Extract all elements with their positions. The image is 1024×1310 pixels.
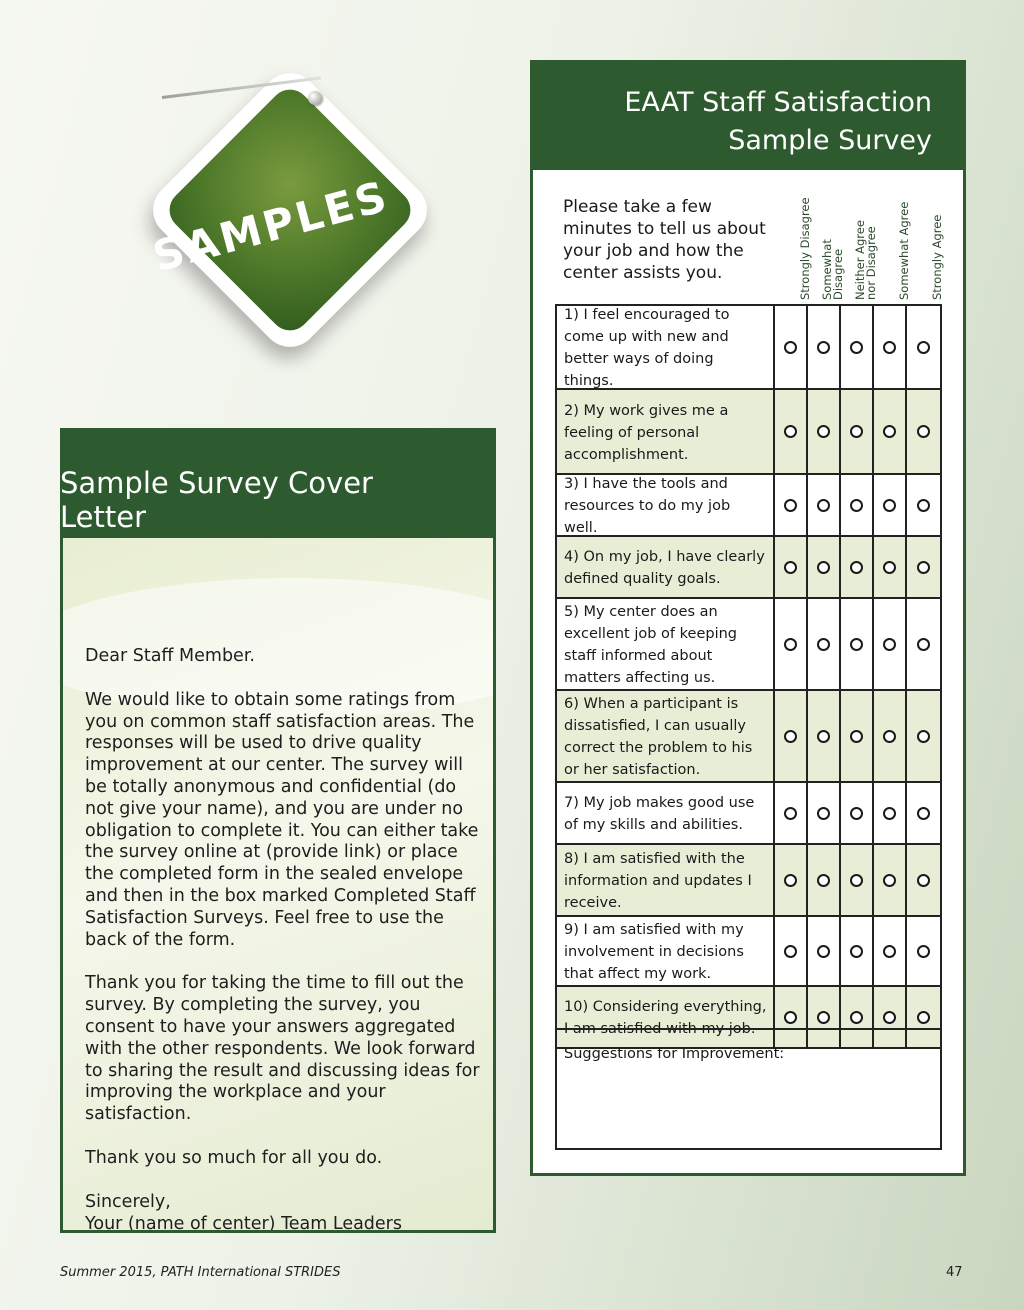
radio-strongly-agree[interactable]	[917, 499, 930, 512]
radio-strongly-disagree[interactable]	[784, 638, 797, 651]
radio-neither[interactable]	[850, 1011, 863, 1024]
survey-intro: Please take a few minutes to tell us about your job and how the center assists you.	[563, 197, 766, 283]
radio-strongly-disagree[interactable]	[784, 499, 797, 512]
radio-neither[interactable]	[850, 874, 863, 887]
radio-strongly-disagree[interactable]	[784, 874, 797, 887]
page-number: 47	[946, 1265, 963, 1280]
survey-title-line-2: Sample Survey	[728, 125, 932, 156]
letter-greeting: Dear Staff Member.	[85, 646, 255, 666]
radio-neither[interactable]	[850, 341, 863, 354]
survey-grid	[555, 304, 942, 1049]
letter-text	[85, 646, 480, 1233]
survey-title-line-1: EAAT Staff Satisfaction	[624, 87, 932, 118]
question-row	[557, 691, 940, 783]
question-row	[557, 599, 940, 691]
question-text: 5) My center does an excellent job of keeping staff informed about matters affecting us.	[557, 599, 775, 689]
radio-somewhat-disagree[interactable]	[817, 1011, 830, 1024]
letter-paragraph-2: Thank you for taking the time to fill out the survey. By completing the survey, you consent to have your answers aggregated with the other respondents. We look forward to sharing the result and discussing ideas for improving the workplace and your satisfaction.	[85, 973, 480, 1125]
radio-strongly-disagree[interactable]	[784, 561, 797, 574]
question-text: 4) On my job, I have clearly defined quality goals.	[557, 537, 775, 597]
radio-somewhat-disagree[interactable]	[817, 807, 830, 820]
suggestions-box[interactable]	[555, 1028, 942, 1150]
survey-title	[624, 84, 932, 160]
radio-somewhat-disagree[interactable]	[817, 561, 830, 574]
radio-somewhat-agree[interactable]	[883, 499, 896, 512]
letter-paragraph-1: We would like to obtain some ratings from you on common staff satisfaction areas. The responses will be used to drive quality improvement at our center. The survey will be totally anonymous and confidential (do not give your name), and you are under no obligation to complete it. You can either take the survey online at (provide link) or place the completed form in the sealed envelope and then in the box marked Completed Staff Satisfaction Surveys. Feel free to use the back of the form.	[85, 689, 479, 950]
radio-strongly-agree[interactable]	[917, 874, 930, 887]
radio-somewhat-agree[interactable]	[883, 425, 896, 438]
question-row	[557, 537, 940, 599]
radio-strongly-agree[interactable]	[917, 425, 930, 438]
radio-somewhat-agree[interactable]	[883, 638, 896, 651]
question-text: 8) I am satisfied with the information and updates I receive.	[557, 845, 775, 915]
radio-neither[interactable]	[850, 425, 863, 438]
question-text: 10) Considering everything, I am satisfied with my job.	[557, 987, 775, 1047]
radio-somewhat-agree[interactable]	[883, 874, 896, 887]
radio-somewhat-agree[interactable]	[883, 341, 896, 354]
radio-strongly-disagree[interactable]	[784, 807, 797, 820]
cover-letter-body	[60, 538, 496, 1233]
radio-strongly-disagree[interactable]	[784, 730, 797, 743]
radio-strongly-disagree[interactable]	[784, 425, 797, 438]
radio-neither[interactable]	[850, 638, 863, 651]
radio-strongly-disagree[interactable]	[784, 945, 797, 958]
question-text: 3) I have the tools and resources to do my job well.	[557, 475, 775, 535]
question-text: 2) My work gives me a feeling of personal accomplishment.	[557, 390, 775, 473]
question-text: 6) When a participant is dissatisfied, I can usually correct the problem to his or her satisfaction.	[557, 691, 775, 781]
question-row	[557, 845, 940, 917]
letter-signature: Your (name of center) Team Leaders	[85, 1213, 402, 1233]
letter-paragraph-3: Thank you so much for all you do.	[85, 1147, 383, 1168]
footer-publication: Summer 2015, PATH International STRIDES	[60, 1265, 341, 1280]
radio-somewhat-disagree[interactable]	[817, 730, 830, 743]
radio-somewhat-disagree[interactable]	[817, 874, 830, 887]
question-text: 1) I feel encouraged to come up with new and better ways of doing things.	[557, 306, 775, 388]
cover-letter-header	[60, 428, 496, 538]
radio-somewhat-disagree[interactable]	[817, 638, 830, 651]
radio-strongly-agree[interactable]	[917, 807, 930, 820]
radio-somewhat-agree[interactable]	[883, 945, 896, 958]
letter-closing: Sincerely,	[85, 1191, 171, 1212]
radio-somewhat-agree[interactable]	[883, 807, 896, 820]
radio-strongly-agree[interactable]	[917, 638, 930, 651]
radio-neither[interactable]	[850, 561, 863, 574]
question-row	[557, 390, 940, 475]
radio-strongly-agree[interactable]	[917, 945, 930, 958]
question-text: 7) My job makes good use of my skills and abilities.	[557, 783, 775, 843]
radio-somewhat-agree[interactable]	[883, 1011, 896, 1024]
cover-letter-title: Sample Survey Cover Letter	[60, 466, 373, 534]
radio-somewhat-disagree[interactable]	[817, 425, 830, 438]
radio-neither[interactable]	[850, 730, 863, 743]
question-row	[557, 917, 940, 987]
suggestions-label: Suggestions for Improvement:	[564, 1046, 785, 1062]
question-row	[557, 783, 940, 845]
question-row	[557, 306, 940, 390]
radio-neither[interactable]	[850, 807, 863, 820]
question-text: 9) I am satisfied with my involvement in decisions that affect my work.	[557, 917, 775, 985]
radio-neither[interactable]	[850, 499, 863, 512]
radio-strongly-disagree[interactable]	[784, 1011, 797, 1024]
radio-somewhat-disagree[interactable]	[817, 341, 830, 354]
radio-somewhat-agree[interactable]	[883, 730, 896, 743]
radio-strongly-agree[interactable]	[917, 561, 930, 574]
survey-form: Please take a few minutes to tell us about your job and how the center assists you. Strongly Disagree Somewhat Disagree Neither Agree nor Disagree Somewhat Agree Strongly Agree 1) I feel encouraged to come up with new and better ways of doing things. 2) My work gives me a feeling of personal accomplishment. 3) I have the tools and resources to do my job well. 4) On my job, I have clearly defined quality goals. 5) My center does an excellent job of keeping staff informed about matters affecting us. 6) When a participant is dissatisfied, I can usually correct the problem to his or her satisfaction. 7) My job makes good use of my skills and abilities. 8) I am satisfied with the information and updates I receive. 9) I am satisfied with my involvement in decisions that affect my work. 10) Considering everything, I am satisfied with my job. Suggestions for Improvement:	[530, 170, 966, 1176]
tag-label: SAMPLES	[147, 171, 395, 282]
pin-head-icon	[308, 91, 322, 105]
samples-tag	[100, 30, 440, 380]
survey-header	[530, 60, 966, 170]
radio-somewhat-agree[interactable]	[883, 561, 896, 574]
radio-somewhat-disagree[interactable]	[817, 499, 830, 512]
radio-somewhat-disagree[interactable]	[817, 945, 830, 958]
radio-neither[interactable]	[850, 945, 863, 958]
radio-strongly-agree[interactable]	[917, 730, 930, 743]
radio-strongly-disagree[interactable]	[784, 341, 797, 354]
question-row	[557, 475, 940, 537]
radio-strongly-agree[interactable]	[917, 1011, 930, 1024]
radio-strongly-agree[interactable]	[917, 341, 930, 354]
